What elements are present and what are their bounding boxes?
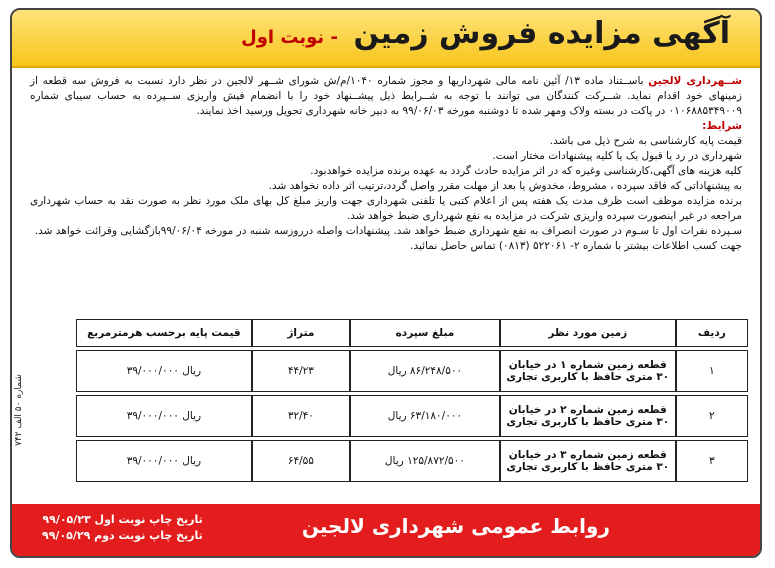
- table-row: [76, 395, 748, 437]
- cell-land: قطعه زمین شماره ۳ در خیابان ۳۰ متری حافظ با کاربری تجاری: [500, 440, 676, 482]
- cell-land: قطعه زمین شماره ۲ در خیابان ۳۰ متری حافظ با کاربری تجاری: [500, 395, 676, 437]
- cell-price: ریال ۳۹/۰۰۰/۰۰۰: [76, 440, 252, 482]
- condition-item: سـپرده نفرات اول تا سـوم در صورت انصراف به نفع شهرداری ضبط خواهد شد. پیشنهادات واصله درروزسه شنبه در مورخه ۹۹/۰۶/۰۴بازگشایی وقرائت خواهد شد.: [34, 225, 742, 237]
- table-row: [76, 440, 748, 482]
- th-deposit: مبلغ سپرده: [350, 319, 500, 347]
- condition-item: شهرداری در رد یا قبول یک یا کلیه پیشنهادات مختار است.: [492, 150, 742, 162]
- title-main: آگهی مزایده فروش زمین: [353, 16, 730, 51]
- condition-item: برنده مزایده موظف است ظرف مدت یک هفته پس از اعلام کتبی یا تلفنی شهرداری جهت واریز مبلغ کل بهای ملک مورد نظر به صورت نقد به حساب شهرداری مراجعه در غیر اینصورت سپرده واریزی شرکت در مزایده به نفع شهرداری ضبط خواهد شد.: [30, 195, 742, 222]
- print-date-second: تاریخ چاپ نوبت دوم ۹۹/۰۵/۲۹: [42, 529, 203, 542]
- ad-title: [241, 16, 730, 51]
- intro-paragraph: [30, 74, 742, 119]
- ad-frame: [10, 8, 762, 558]
- footer-dates: [42, 512, 203, 544]
- th-area: متراژ: [252, 319, 350, 347]
- cell-row: ۱: [676, 350, 748, 392]
- table-row: [76, 350, 748, 392]
- condition-item: کلیه هزینه های آگهی،کارشناسی وغیره که در اثر مزایده حادث گردد به عهده برنده مزایده خواهدبود.: [310, 165, 742, 177]
- cell-deposit: ۶۳/۱۸۰/۰۰۰ ریال: [350, 395, 500, 437]
- cell-land: قطعه زمین شماره ۱ در خیابان ۳۰ متری حافظ با کاربری تجاری: [500, 350, 676, 392]
- cell-price: ریال ۳۹/۰۰۰/۰۰۰: [76, 350, 252, 392]
- th-price: قیمت پایه برحسب هرمترمربع: [76, 319, 252, 347]
- table-header-row: [76, 319, 748, 347]
- condition-item: جهت کسب اطلاعات بیشتر با شماره ۲- ۵۲۲۰۶۱ (۰۸۱۳) تماس حاصل نمائید.: [410, 240, 742, 252]
- title-sub: - نوبت اول: [241, 27, 338, 48]
- th-land: زمین مورد نظر: [500, 319, 676, 347]
- lots-table: [76, 316, 748, 485]
- cell-area: ۶۴/۵۵: [252, 440, 350, 482]
- condition-item: قیمت پایه کارشناسی به شرح ذیل می باشد.: [549, 135, 742, 147]
- cell-deposit: ۱۲۵/۸۷۲/۵۰۰ ریال: [350, 440, 500, 482]
- cell-price: ریال ۳۹/۰۰۰/۰۰۰: [76, 395, 252, 437]
- cell-deposit: ۸۶/۲۴۸/۵۰۰ ریال: [350, 350, 500, 392]
- print-date-first: تاریخ چاپ نوبت اول ۹۹/۰۵/۲۳: [42, 513, 203, 526]
- footer-organization: روابط عمومی شهرداری لالجین: [301, 514, 610, 538]
- cell-area: ۴۴/۲۳: [252, 350, 350, 392]
- cell-row: ۳: [676, 440, 748, 482]
- ad-footer: [12, 504, 760, 556]
- condition-item: به پیشنهاداتی که فاقد سپرده ، مشروط، مخدوش یا بعد از مهلت مقرر واصل گردد،ترتیب اثر داده نخواهد شد.: [268, 180, 742, 192]
- conditions-heading: شرایط:: [702, 120, 742, 132]
- intro-text: باســتناد ماده ۱۳/ آئین نامه مالی شهرداریها و مجوز شماره ۱۰۴۰/م/ش شورای شــهر لالجین در نظر دارد نسبت به فروش سه قطعه از زمینهای خود اقدام نماید. شــرکت کنندگان می توانند با توجه به شــرایط ذیل پیشــنهاد خود را با انضمام فیش واریزی ســپرده به حساب سیبای شماره ۰۱۰۶۸۸۵۳۴۹۰۰۹ در پاکت در بسته ولاک ومهر شده تا دوشنبه مورخه ۹۹/۰۶/۰۳ به دبیر خانه شهرداری تحویل ورسید اخذ نمایند.: [30, 75, 742, 117]
- cell-area: ۳۲/۴۰: [252, 395, 350, 437]
- cell-row: ۲: [676, 395, 748, 437]
- th-row: ردیف: [676, 319, 748, 347]
- ad-header: [12, 10, 760, 68]
- side-reference-number: شماره ۵۰ الف ۷۴۲: [14, 374, 24, 446]
- ad-body: [30, 74, 742, 254]
- intro-lead: شــهرداری لالجین: [648, 75, 742, 87]
